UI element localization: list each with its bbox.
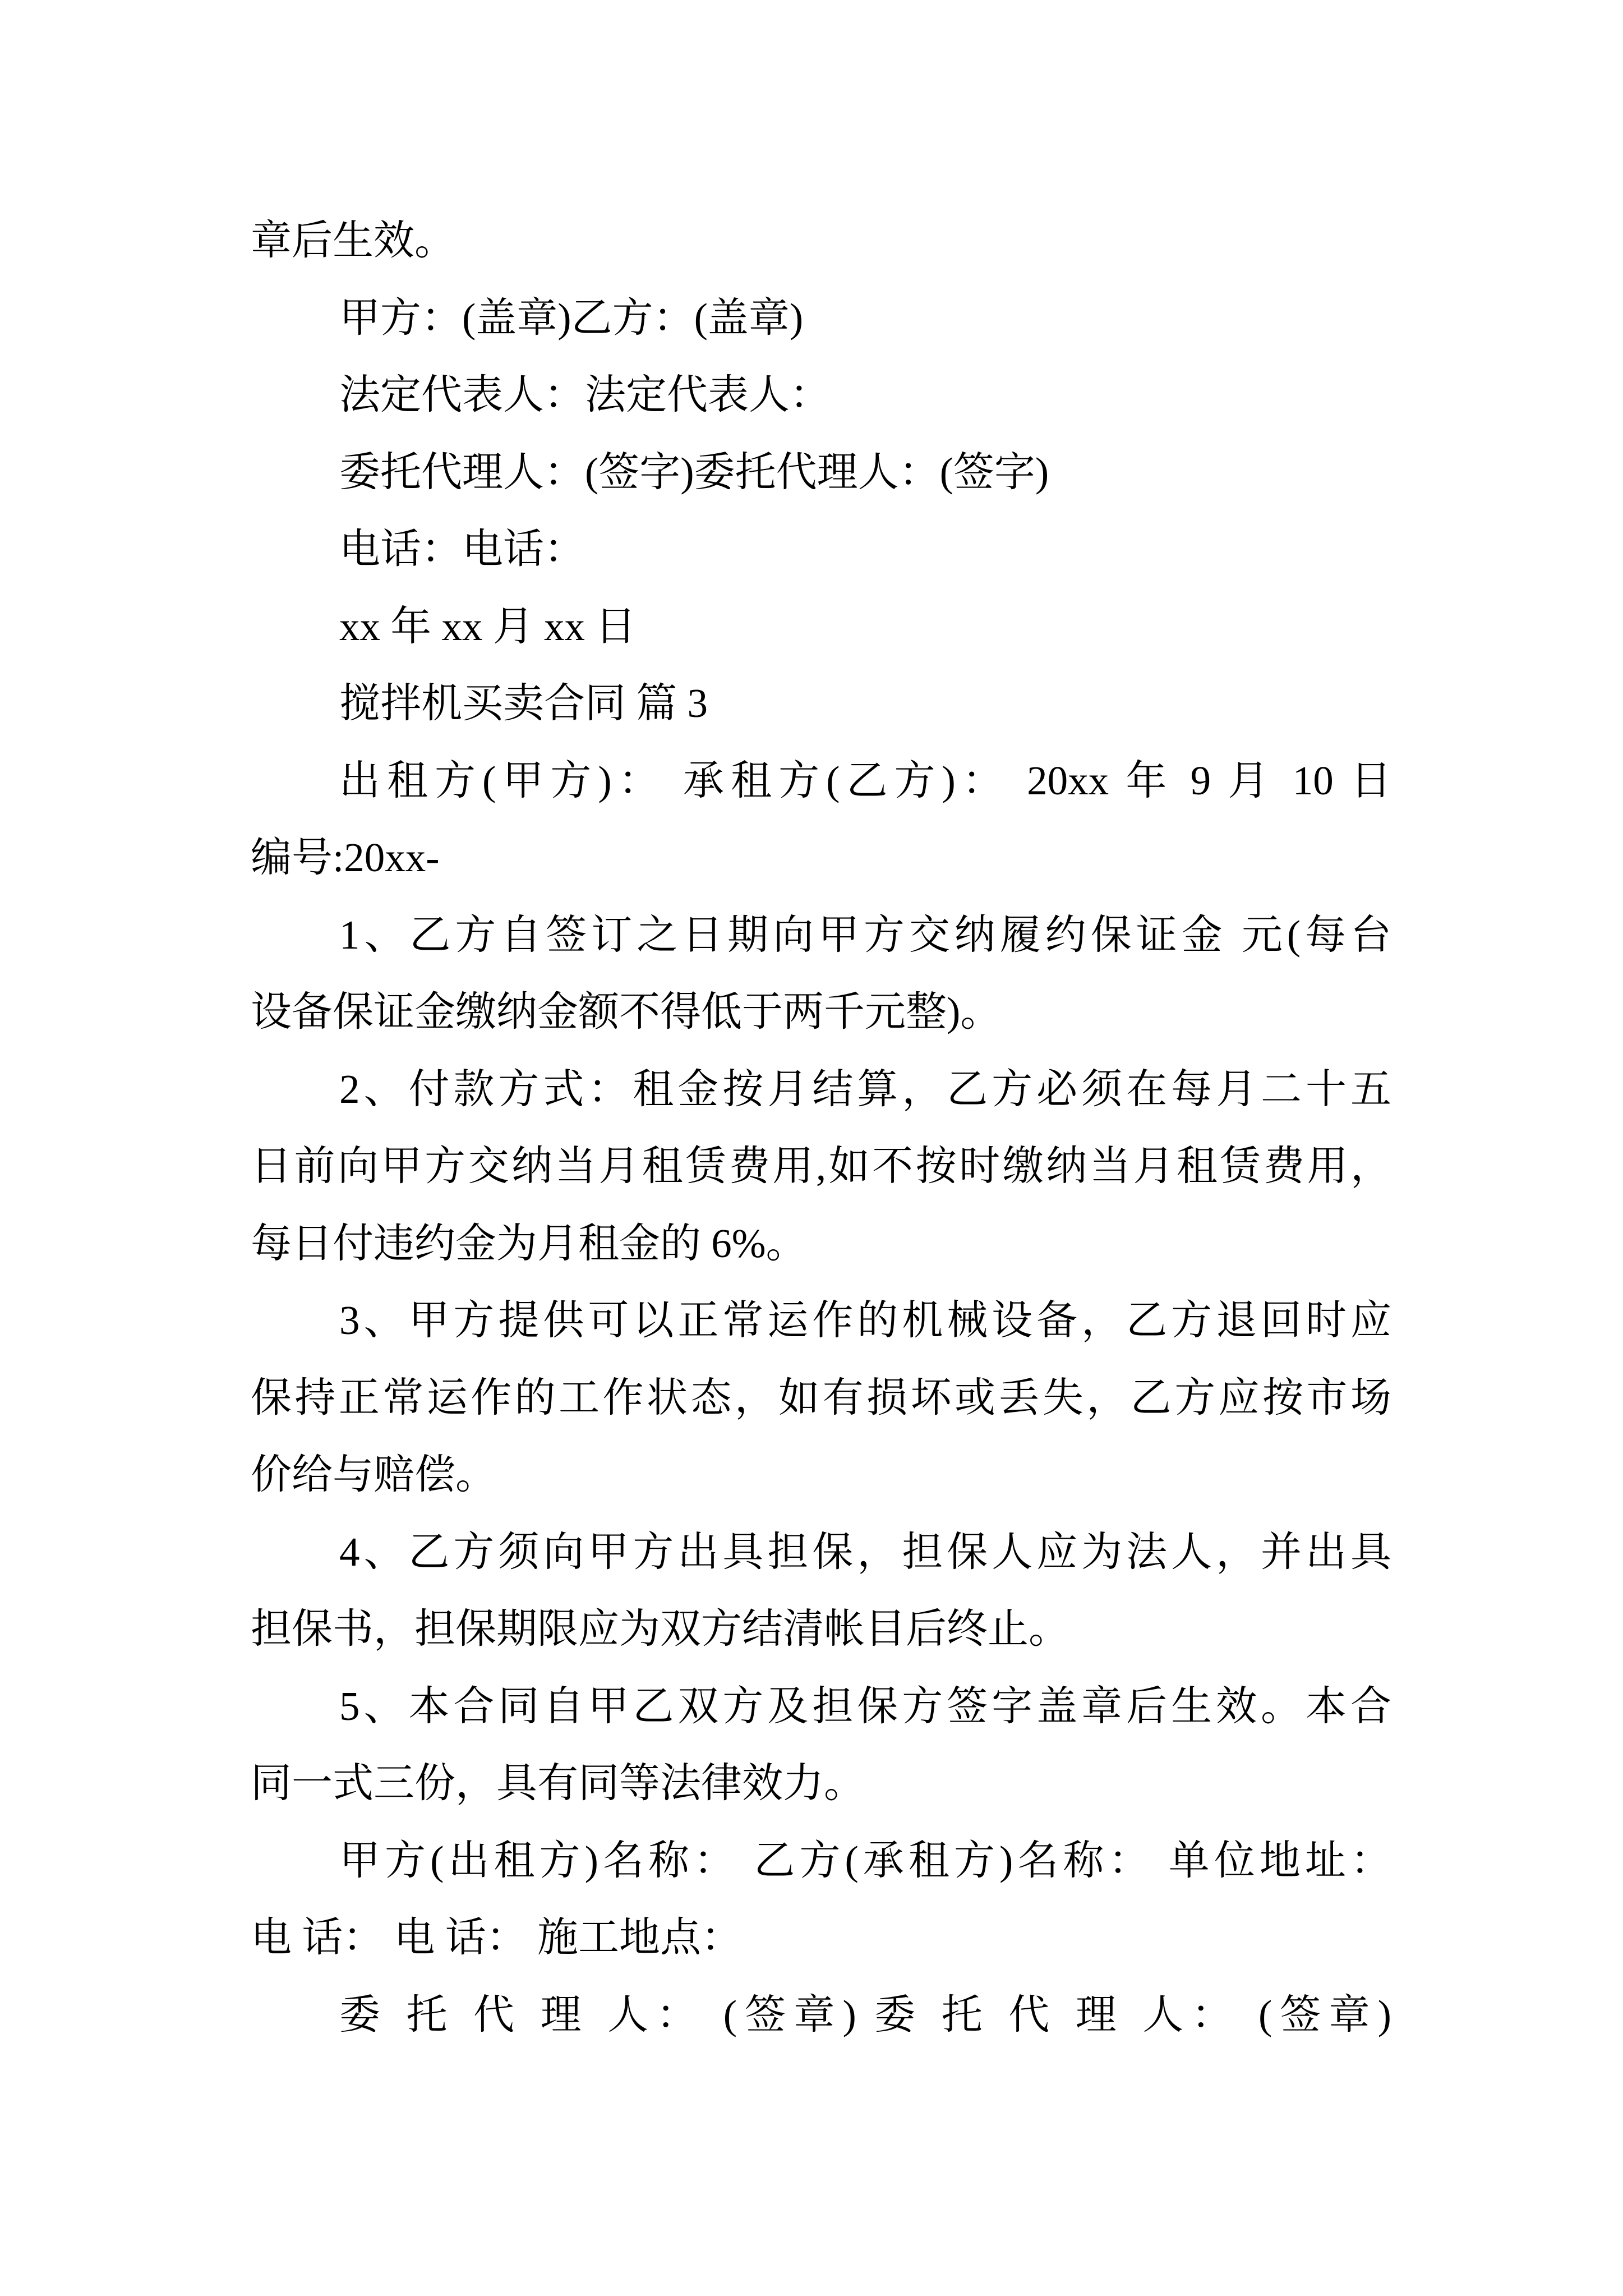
signature-names-line: 甲方(出租方)名称： 乙方(承租方)名称： 单位地址： xyxy=(339,1837,1391,1883)
contract-title: 搅拌机买卖合同 篇 3 xyxy=(339,680,708,726)
previous-legal-rep-line: 法定代表人：法定代表人： xyxy=(339,372,831,417)
previous-closing-text: 章后生效。 xyxy=(251,218,455,263)
clause-2-line-1: 2、付款方式：租金按月结算，乙方必须在每月二十五 xyxy=(339,1066,1391,1112)
clause-5-line-2: 同一式三份，具有同等法律效力。 xyxy=(251,1760,865,1806)
document-body xyxy=(251,202,1391,2053)
contract-number: 编号:20xx- xyxy=(251,835,440,880)
clause-1-line-2: 设备保证金缴纳金额不得低于两千元整)。 xyxy=(251,989,1002,1034)
clause-4-line-2: 担保书，担保期限应为双方结清帐目后终止。 xyxy=(251,1606,1069,1651)
clause-2-line-2: 日前向甲方交纳当月租赁费用,如不按时缴纳当月租赁费用， xyxy=(251,1143,1391,1189)
signature-phones-line: 电 话： 电 话： 施工地点： xyxy=(251,1915,742,1960)
previous-agent-line: 委托代理人：(签字)委托代理人：(签字) xyxy=(339,449,1049,495)
clause-2-line-3: 每日付违约金为月租金的 6%。 xyxy=(251,1220,807,1266)
previous-date: xx 年 xx 月 xx 日 xyxy=(339,603,637,649)
clause-3-line-3: 价给与赔偿。 xyxy=(251,1452,496,1497)
clause-3-line-2: 保持正常运作的工作状态，如有损坏或丢失，乙方应按市场 xyxy=(251,1374,1391,1420)
previous-seal-line: 甲方：(盖章)乙方：(盖章) xyxy=(339,295,804,341)
previous-phone-line: 电话：电话： xyxy=(339,526,585,572)
clause-3-line-1: 3、甲方提供可以正常运作的机械设备，乙方退回时应 xyxy=(339,1297,1391,1343)
clause-4-line-1: 4、乙方须向甲方出具担保，担保人应为法人，并出具 xyxy=(339,1529,1391,1575)
clause-5-line-1: 5、本合同自甲乙双方及担保方签字盖章后生效。本合 xyxy=(339,1683,1391,1729)
signature-agents-line: 委 托 代 理 人： (签章) 委 托 代 理 人： (签章) xyxy=(339,1991,1391,2037)
clause-1-line-1: 1、乙方自签订之日期向甲方交纳履约保证金 元(每台 xyxy=(339,912,1391,958)
parties-date-line: 出租方(甲方)： 承租方(乙方)： 20xx 年 9 月 10 日 xyxy=(339,757,1391,803)
